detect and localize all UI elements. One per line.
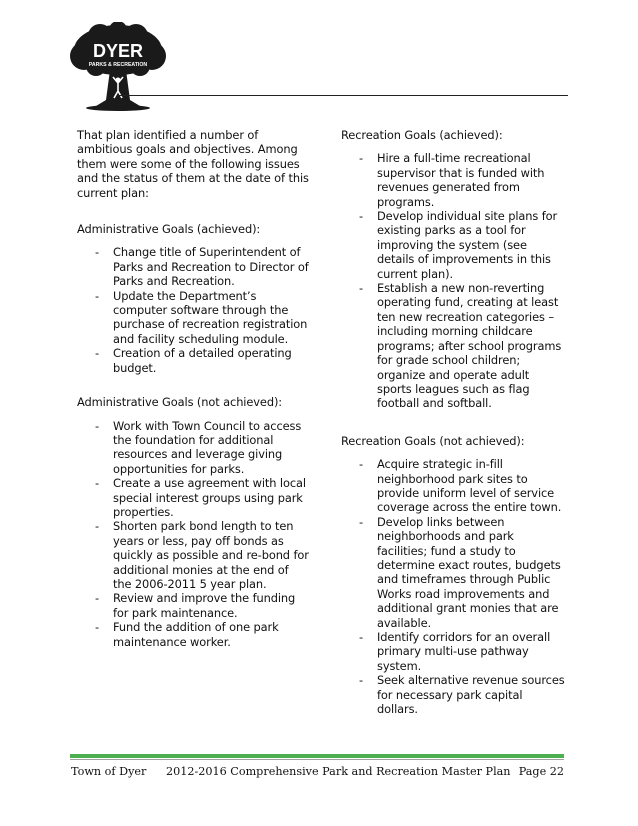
bullet-dash: - bbox=[95, 245, 100, 260]
list-item bbox=[359, 515, 566, 630]
bullet-dash: - bbox=[359, 209, 364, 224]
header-rule bbox=[118, 95, 568, 96]
bullet-dash: - bbox=[95, 476, 100, 491]
admin-achieved-list bbox=[77, 245, 309, 375]
footer-rule-thin bbox=[70, 759, 564, 760]
list-item bbox=[95, 620, 309, 649]
list-item-text: Develop individual site plans for existing parks as a tool for improving the system (see details of improvements in this current plan). bbox=[377, 209, 558, 281]
list-item bbox=[359, 457, 566, 515]
bullet-dash: - bbox=[95, 288, 100, 303]
list-item-text: Acquire strategic in-fill neighborhood park sites to provide uniform level of service coverage across the entire town. bbox=[377, 457, 562, 515]
intro-paragraph: That plan identified a number of ambitious goals and objectives. Among them were some of the following issues and the status of them at the date of this current plan: bbox=[77, 128, 309, 200]
list-item-text: Establish a new non-reverting operating fund, creating at least ten new recreation categories – including morning childcare programs; after school programs for grade school children; organize and operate adult sports leagues such as flag football and softball. bbox=[377, 281, 562, 411]
list-item-text: Fund the addition of one park maintenance worker. bbox=[113, 620, 279, 649]
bullet-dash: - bbox=[95, 346, 100, 361]
bullet-dash: - bbox=[359, 630, 364, 644]
list-item bbox=[95, 346, 309, 375]
list-item-text: Seek alternative revenue sources for necessary park capital dollars. bbox=[377, 673, 565, 717]
list-item-text: Work with Town Council to access the foundation for additional resources and leverage giving opportunities for parks. bbox=[113, 418, 302, 476]
logo-title: DYER bbox=[92, 41, 144, 61]
rec-achieved-heading: Recreation Goals (achieved): bbox=[341, 128, 503, 142]
footer-page-number: Page 22 bbox=[518, 765, 564, 778]
list-item-text: Update the Department’s computer software through the purchase of recreation registration and facility scheduling module. bbox=[113, 288, 308, 346]
bullet-dash: - bbox=[359, 673, 364, 688]
bullet-dash: - bbox=[359, 281, 364, 296]
list-item bbox=[359, 209, 566, 281]
list-item-text: Hire a full-time recreational supervisor that is funded with revenues generated from programs. bbox=[377, 151, 545, 209]
bullet-dash: - bbox=[359, 457, 364, 472]
rec-not-achieved-heading: Recreation Goals (not achieved): bbox=[341, 433, 525, 448]
list-item-text: Identify corridors for an overall primary multi-use pathway system. bbox=[377, 630, 551, 673]
rec-not-achieved-list bbox=[341, 457, 566, 716]
footer-town: Town of Dyer bbox=[71, 765, 147, 778]
list-item bbox=[95, 289, 309, 347]
bullet-dash: - bbox=[95, 418, 100, 433]
dyer-parks-logo bbox=[66, 22, 170, 114]
list-item bbox=[95, 591, 309, 620]
list-item bbox=[95, 419, 309, 477]
left-column bbox=[77, 128, 309, 649]
footer-plan-title: 2012-2016 Comprehensive Park and Recreation Master Plan bbox=[166, 765, 511, 778]
list-item bbox=[95, 245, 309, 288]
bullet-dash: - bbox=[95, 519, 100, 534]
logo-tagline: PARKS & RECREATION bbox=[88, 62, 148, 68]
bullet-dash: - bbox=[359, 514, 364, 529]
bullet-dash: - bbox=[95, 591, 100, 606]
admin-not-achieved-heading: Administrative Goals (not achieved): bbox=[77, 395, 283, 410]
right-column bbox=[341, 128, 566, 716]
list-item-text: Create a use agreement with local special interest groups using park properties. bbox=[113, 476, 306, 519]
rec-achieved-list bbox=[341, 151, 566, 410]
bullet-dash: - bbox=[359, 151, 364, 166]
admin-achieved-heading: Administrative Goals (achieved): bbox=[77, 222, 261, 237]
list-item bbox=[359, 673, 566, 716]
list-item bbox=[359, 281, 566, 411]
list-item bbox=[95, 519, 309, 591]
list-item-text: Creation of a detailed operating budget. bbox=[113, 346, 292, 375]
admin-not-achieved-list bbox=[77, 419, 309, 650]
list-item bbox=[359, 151, 566, 209]
list-item-text: Review and improve the funding for park maintenance. bbox=[113, 591, 296, 620]
list-item bbox=[95, 476, 309, 519]
list-item-text: Shorten park bond length to ten years or less, pay off bonds as quickly as possible and re-bond for additional monies at the end of the 2006-2011 5 year plan. bbox=[113, 519, 309, 591]
footer-rule bbox=[70, 754, 564, 758]
list-item bbox=[359, 630, 566, 673]
list-item-text: Change title of Superintendent of Parks and Recreation to Director of Parks and Recreation. bbox=[113, 245, 309, 289]
list-item-text: Develop links between neighborhoods and park facilities; fund a study to determine exact routes, budgets and timeframes through Public Works road improvements and additional grant monies that are available. bbox=[377, 514, 561, 630]
bullet-dash: - bbox=[95, 620, 100, 635]
